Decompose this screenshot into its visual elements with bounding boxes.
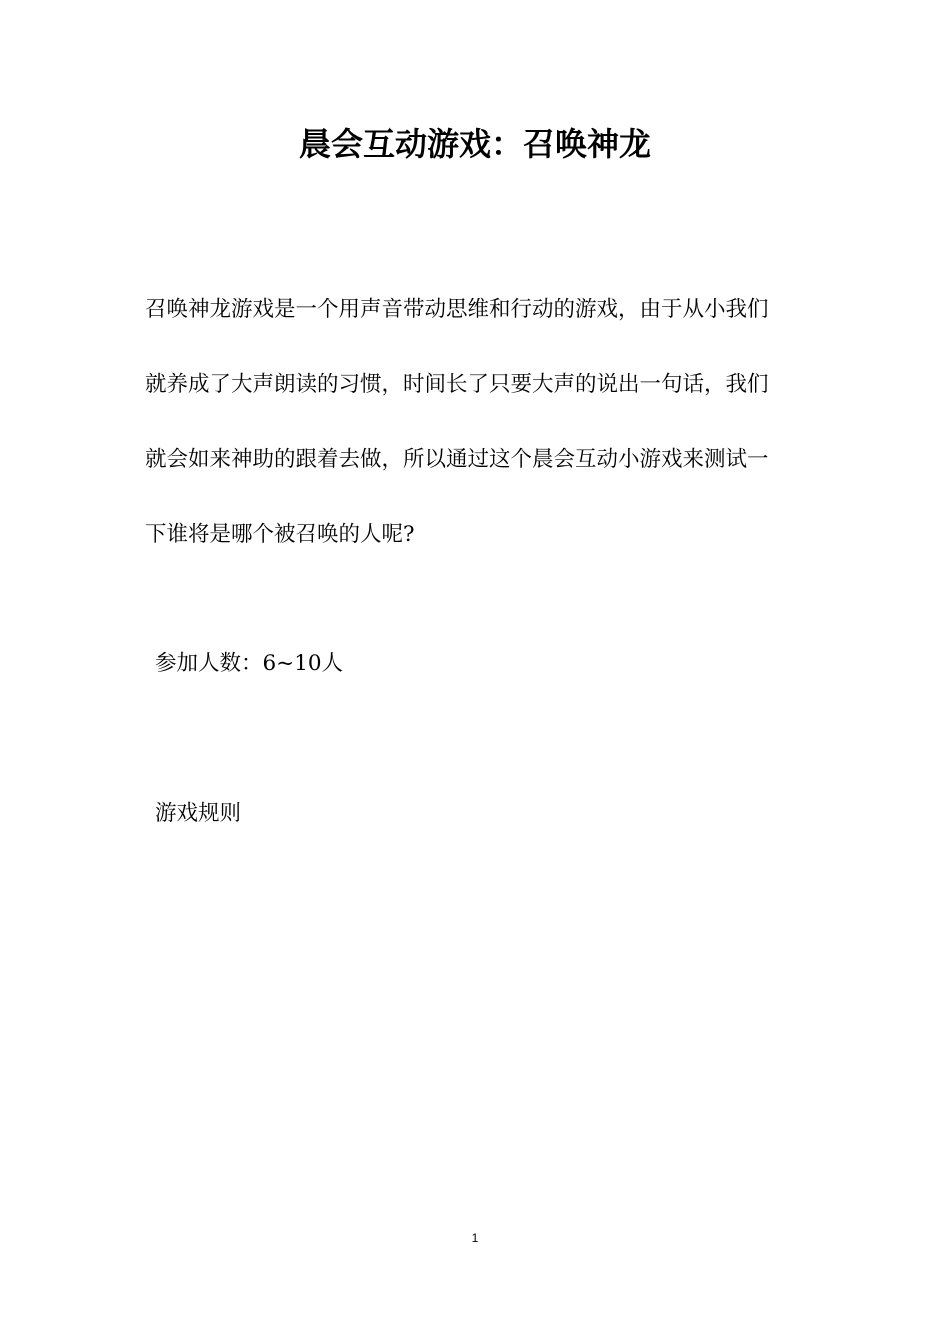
page-number: 1 <box>471 1231 479 1245</box>
intro-paragraph <box>145 272 810 572</box>
page-title: 晨会互动游戏：召唤神龙 <box>298 125 651 163</box>
intro-line: 下谁将是哪个被召唤的人呢? <box>145 522 415 547</box>
participants-count: 参加人数：6~10人 <box>155 651 344 676</box>
intro-line: 召唤神龙游戏是一个用声音带动思维和行动的游戏，由于从小我们 <box>145 297 769 322</box>
rules-heading: 游戏规则 <box>155 801 242 826</box>
intro-line: 就会如来神助的跟着去做，所以通过这个晨会互动小游戏来测试一 <box>145 447 769 472</box>
intro-line: 就养成了大声朗读的习惯，时间长了只要大声的说出一句话，我们 <box>145 372 769 397</box>
